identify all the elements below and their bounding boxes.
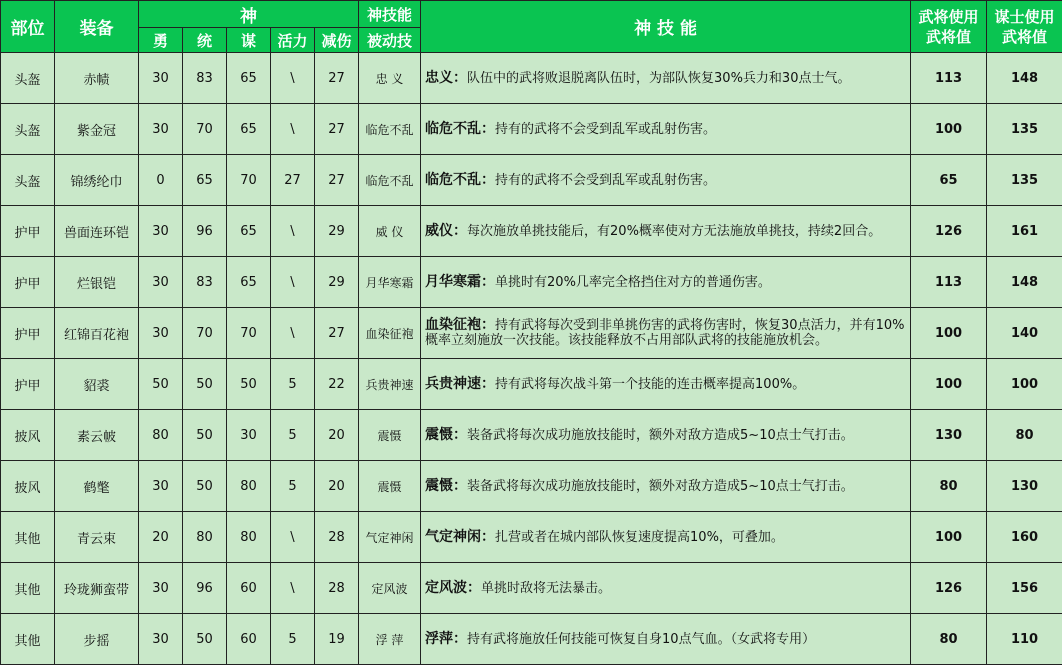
- cell-tong: 50: [183, 461, 227, 512]
- skill-text: 装备武将每次成功施放技能时，额外对敌方造成5~10点士气打击。: [467, 427, 854, 443]
- cell-jianshang: 19: [315, 614, 359, 665]
- cell-moushi-value: 80: [987, 410, 1062, 461]
- cell-yong: 20: [139, 512, 183, 563]
- cell-tong: 50: [183, 614, 227, 665]
- cell-part: 其他: [1, 563, 55, 614]
- skill-text: 持有的武将不会受到乱军或乱射伤害。: [495, 121, 717, 137]
- cell-skill: 浮 萍: [359, 614, 421, 665]
- cell-part: 其他: [1, 614, 55, 665]
- cell-huoli: \: [271, 563, 315, 614]
- cell-skill-desc: [421, 308, 911, 359]
- skill-text: 持有武将施放任何技能可恢复自身10点气血。（女武将专用）: [467, 631, 816, 647]
- cell-skill-desc: [421, 155, 911, 206]
- table-row: [1, 53, 1062, 104]
- cell-huoli: 5: [271, 461, 315, 512]
- cell-yong: 30: [139, 614, 183, 665]
- cell-wujiang-value: 100: [911, 104, 987, 155]
- header-moushi-line1: 谋士使用: [994, 7, 1055, 26]
- table-body: [1, 53, 1062, 665]
- header-mou: 谋: [227, 28, 271, 53]
- cell-huoli: \: [271, 257, 315, 308]
- cell-wujiang-value: 80: [911, 614, 987, 665]
- cell-yong: 30: [139, 53, 183, 104]
- cell-skill-desc: [421, 410, 911, 461]
- header-row-top: [1, 1, 1062, 28]
- cell-skill: 血染征袍: [359, 308, 421, 359]
- table-row: [1, 461, 1062, 512]
- cell-moushi-value: 130: [987, 461, 1062, 512]
- header-part: 部位: [1, 1, 55, 53]
- cell-jianshang: 22: [315, 359, 359, 410]
- cell-mou: 70: [227, 155, 271, 206]
- cell-skill: 威 仪: [359, 206, 421, 257]
- cell-moushi-value: 148: [987, 53, 1062, 104]
- cell-skill-desc: [421, 512, 911, 563]
- cell-skill-desc: [421, 461, 911, 512]
- cell-equip: 紫金冠: [55, 104, 139, 155]
- skill-title: 血染征袍：: [425, 317, 496, 333]
- skill-text: 装备武将每次成功施放技能时，额外对敌方造成5~10点士气打击。: [467, 478, 854, 494]
- cell-wujiang-value: 126: [911, 563, 987, 614]
- cell-skill: 震慑: [359, 461, 421, 512]
- cell-skill-desc: [421, 257, 911, 308]
- cell-mou: 70: [227, 308, 271, 359]
- skill-title: 威仪：: [425, 222, 468, 239]
- cell-jianshang: 27: [315, 53, 359, 104]
- cell-wujiang-value: 126: [911, 206, 987, 257]
- cell-jianshang: 28: [315, 512, 359, 563]
- table-row: [1, 155, 1062, 206]
- cell-part: 头盔: [1, 53, 55, 104]
- table-row: [1, 359, 1062, 410]
- cell-moushi-value: 156: [987, 563, 1062, 614]
- cell-yong: 30: [139, 104, 183, 155]
- skill-title: 临危不乱：: [425, 120, 496, 137]
- cell-mou: 80: [227, 512, 271, 563]
- cell-skill: 临危不乱: [359, 155, 421, 206]
- cell-huoli: 5: [271, 614, 315, 665]
- cell-skill-desc: [421, 614, 911, 665]
- cell-part: 护甲: [1, 308, 55, 359]
- cell-huoli: 27: [271, 155, 315, 206]
- skill-text: 持有武将每次战斗第一个技能的连击概率提高100%。: [495, 376, 806, 392]
- cell-skill-desc: [421, 206, 911, 257]
- cell-mou: 65: [227, 53, 271, 104]
- cell-skill: 兵贵神速: [359, 359, 421, 410]
- cell-huoli: \: [271, 53, 315, 104]
- header-yong: 勇: [139, 28, 183, 53]
- cell-part: 披风: [1, 461, 55, 512]
- cell-jianshang: 20: [315, 410, 359, 461]
- cell-skill: 震慑: [359, 410, 421, 461]
- cell-moushi-value: 140: [987, 308, 1062, 359]
- cell-part: 护甲: [1, 359, 55, 410]
- cell-mou: 65: [227, 206, 271, 257]
- skill-title: 月华寒霜：: [425, 273, 496, 290]
- cell-skill-desc: [421, 53, 911, 104]
- header-shen-skill: 神技能: [359, 1, 421, 28]
- cell-wujiang-value: 113: [911, 257, 987, 308]
- cell-equip: 玲珑狮蛮带: [55, 563, 139, 614]
- cell-jianshang: 29: [315, 257, 359, 308]
- cell-yong: 30: [139, 257, 183, 308]
- cell-equip: 素云帔: [55, 410, 139, 461]
- header-shen: 神: [139, 1, 359, 28]
- cell-mou: 80: [227, 461, 271, 512]
- table-row: [1, 206, 1062, 257]
- cell-tong: 96: [183, 206, 227, 257]
- cell-skill: 定风波: [359, 563, 421, 614]
- cell-wujiang-value: 100: [911, 359, 987, 410]
- cell-yong: 50: [139, 359, 183, 410]
- table-row: [1, 512, 1062, 563]
- cell-tong: 70: [183, 308, 227, 359]
- cell-part: 护甲: [1, 257, 55, 308]
- cell-mou: 60: [227, 614, 271, 665]
- cell-mou: 65: [227, 104, 271, 155]
- cell-skill-desc: [421, 563, 911, 614]
- header-huoli: 活力: [271, 28, 315, 53]
- cell-jianshang: 29: [315, 206, 359, 257]
- skill-text: 扎营或者在城内部队恢复速度提高10%，可叠加。: [495, 529, 784, 545]
- cell-wujiang-value: 130: [911, 410, 987, 461]
- skill-text: 持有的武将不会受到乱军或乱射伤害。: [495, 172, 717, 188]
- table-row: [1, 308, 1062, 359]
- cell-moushi-value: 148: [987, 257, 1062, 308]
- cell-jianshang: 20: [315, 461, 359, 512]
- cell-tong: 50: [183, 359, 227, 410]
- table-row: [1, 410, 1062, 461]
- cell-wujiang-value: 113: [911, 53, 987, 104]
- header-wujiang-line1: 武将使用: [918, 7, 979, 26]
- cell-equip: 锦绣纶巾: [55, 155, 139, 206]
- skill-text: 单挑时敌将无法暴击。: [481, 580, 612, 596]
- cell-equip: 步摇: [55, 614, 139, 665]
- cell-tong: 70: [183, 104, 227, 155]
- cell-yong: 30: [139, 206, 183, 257]
- cell-mou: 30: [227, 410, 271, 461]
- cell-huoli: \: [271, 512, 315, 563]
- header-wujiang-value: [911, 1, 987, 53]
- cell-moushi-value: 100: [987, 359, 1062, 410]
- cell-tong: 80: [183, 512, 227, 563]
- cell-part: 护甲: [1, 206, 55, 257]
- cell-skill: 月华寒霜: [359, 257, 421, 308]
- header-tong: 统: [183, 28, 227, 53]
- cell-moushi-value: 110: [987, 614, 1062, 665]
- cell-part: 披风: [1, 410, 55, 461]
- skill-text: 每次施放单挑技能后，有20%概率使对方无法施放单挑技，持续2回合。: [467, 223, 882, 239]
- cell-wujiang-value: 100: [911, 308, 987, 359]
- cell-moushi-value: 135: [987, 155, 1062, 206]
- cell-jianshang: 27: [315, 155, 359, 206]
- skill-title: 气定神闲：: [425, 528, 496, 545]
- cell-huoli: \: [271, 206, 315, 257]
- cell-tong: 65: [183, 155, 227, 206]
- cell-part: 其他: [1, 512, 55, 563]
- cell-jianshang: 28: [315, 563, 359, 614]
- skill-text: 持有武将每次受到非单挑伤害的武将伤害时，恢复30点活力，并有10%概率立刻施放一次技能。该技能释放不占用部队武将的技能施放机会。: [425, 318, 905, 348]
- cell-yong: 0: [139, 155, 183, 206]
- cell-equip: 青云束: [55, 512, 139, 563]
- cell-part: 头盔: [1, 155, 55, 206]
- header-moushi-line2: 武将值: [1002, 27, 1048, 46]
- header-jianshang: 减伤: [315, 28, 359, 53]
- cell-equip: 赤帻: [55, 53, 139, 104]
- cell-wujiang-value: 100: [911, 512, 987, 563]
- cell-skill-desc: [421, 359, 911, 410]
- header-equip: 装备: [55, 1, 139, 53]
- cell-huoli: 5: [271, 410, 315, 461]
- skill-title: 震慑：: [425, 477, 468, 494]
- cell-yong: 80: [139, 410, 183, 461]
- cell-skill: 气定神闲: [359, 512, 421, 563]
- cell-equip: 红锦百花袍: [55, 308, 139, 359]
- cell-yong: 30: [139, 563, 183, 614]
- cell-jianshang: 27: [315, 308, 359, 359]
- cell-moushi-value: 135: [987, 104, 1062, 155]
- cell-equip: 貂裘: [55, 359, 139, 410]
- header-moushi-value: [987, 1, 1062, 53]
- header-wujiang-line2: 武将值: [926, 27, 972, 46]
- cell-equip: 烂银铠: [55, 257, 139, 308]
- skill-title: 临危不乱：: [425, 171, 496, 188]
- cell-tong: 50: [183, 410, 227, 461]
- cell-tong: 83: [183, 257, 227, 308]
- cell-skill: 忠 义: [359, 53, 421, 104]
- cell-wujiang-value: 80: [911, 461, 987, 512]
- skill-title: 震慑：: [425, 426, 468, 443]
- cell-tong: 83: [183, 53, 227, 104]
- skill-title: 定风波：: [425, 579, 482, 596]
- cell-part: 头盔: [1, 104, 55, 155]
- skill-title: 兵贵神速：: [425, 375, 496, 392]
- table-row: [1, 257, 1062, 308]
- header-shen-skill-desc: 神 技 能: [421, 1, 911, 53]
- table-row: [1, 614, 1062, 665]
- skill-text: 队伍中的武将败退脱离队伍时，为部队恢复30%兵力和30点士气。: [467, 70, 851, 86]
- cell-yong: 30: [139, 308, 183, 359]
- cell-moushi-value: 160: [987, 512, 1062, 563]
- table-row: [1, 104, 1062, 155]
- cell-skill: 临危不乱: [359, 104, 421, 155]
- table-row: [1, 563, 1062, 614]
- cell-mou: 60: [227, 563, 271, 614]
- cell-moushi-value: 161: [987, 206, 1062, 257]
- skill-title: 忠义：: [425, 69, 468, 86]
- cell-wujiang-value: 65: [911, 155, 987, 206]
- cell-huoli: \: [271, 104, 315, 155]
- cell-equip: 兽面连环铠: [55, 206, 139, 257]
- cell-equip: 鹤氅: [55, 461, 139, 512]
- cell-huoli: \: [271, 308, 315, 359]
- cell-mou: 65: [227, 257, 271, 308]
- cell-huoli: 5: [271, 359, 315, 410]
- skill-title: 浮萍：: [425, 630, 468, 647]
- header-passive: 被动技: [359, 28, 421, 53]
- skill-text: 单挑时有20%几率完全格挡住对方的普通伤害。: [495, 274, 771, 290]
- cell-tong: 96: [183, 563, 227, 614]
- cell-mou: 50: [227, 359, 271, 410]
- cell-skill-desc: [421, 104, 911, 155]
- cell-jianshang: 27: [315, 104, 359, 155]
- cell-yong: 30: [139, 461, 183, 512]
